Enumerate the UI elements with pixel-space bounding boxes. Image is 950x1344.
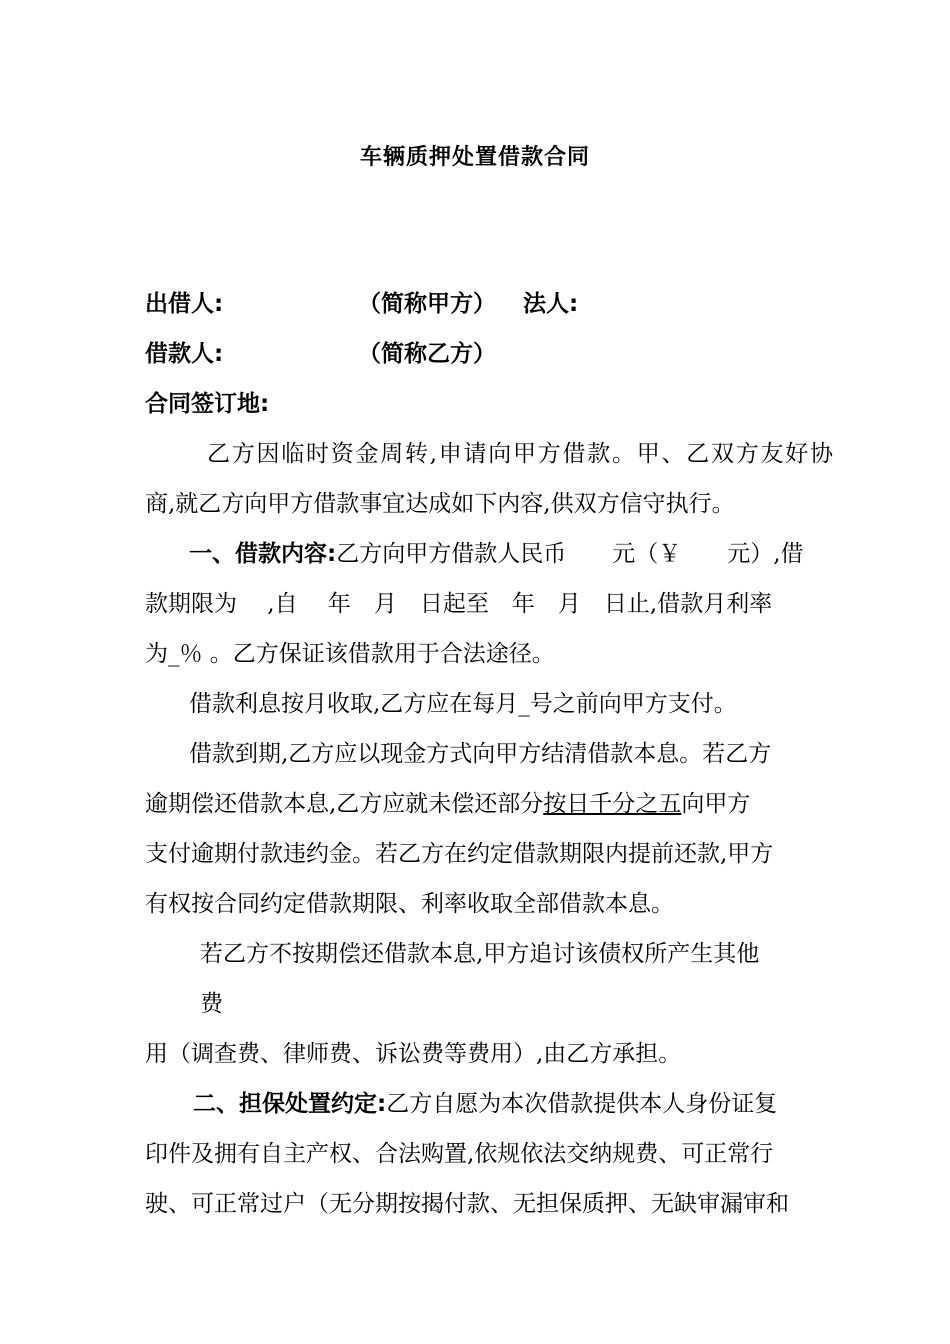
section-2-line-2: 印件及拥有自主产权、合法购置,依规依法交纳规费、可正常行 <box>145 1141 774 1167</box>
borrower-label: 借款人: <box>145 341 224 367</box>
section-2-line-1 <box>193 1090 777 1118</box>
sign-place-label: 合同签订地: <box>145 391 270 417</box>
default-line-3: 用（调查费、律师费、诉讼费等费用）,由乙方承担。 <box>145 1041 682 1067</box>
interest-paragraph: 借款利息按月收取,乙方应在每月_号之前向甲方支付。 <box>189 691 737 717</box>
due-line-3: 支付逾期付款违约金。若乙方在约定借款期限内提前还款,甲方 <box>145 841 774 867</box>
due-line-2-a: 逾期偿还借款本息,乙方应就未偿还部分 <box>145 791 544 817</box>
section-1-line-3: 为_％ 。乙方保证该借款用于合法途径。 <box>145 641 555 667</box>
lender-label: 出借人: <box>145 291 224 317</box>
due-line-1: 借款到期,乙方应以现金方式向甲方结清借款本息。若乙方 <box>189 741 772 767</box>
default-line-2: 费 <box>200 991 223 1017</box>
due-line-4: 有权按合同约定借款期限、利率收取全部借款本息。 <box>145 891 674 917</box>
section-1-line-2: 款期限为 ,自 年 月 日起至 年 月 日止,借款月利率 <box>145 591 773 617</box>
section-1-text-1: 乙方向甲方借款人民币 元（￥ 元）,借 <box>336 541 804 567</box>
due-line-2-b: 向甲方 <box>681 791 751 817</box>
section-2-text-1: 乙方自愿为本次借款提供本人身份证复 <box>386 1091 778 1117</box>
legal-person-label: 法人: <box>523 291 579 317</box>
lender-abbr: （简称甲方） <box>358 291 496 317</box>
due-line-2 <box>145 790 750 818</box>
intro-line-1: 乙方因临时资金周转,申请向甲方借款。甲、乙双方友好协 <box>207 441 833 467</box>
default-line-1: 若乙方不按期偿还借款本息,甲方追讨该债权所产生其他 <box>200 941 760 967</box>
section-2-heading: 二、担保处置约定: <box>193 1091 387 1117</box>
section-2-line-3: 驶、可正常过户（无分期按揭付款、无担保质押、无缺审漏审和 <box>145 1191 789 1217</box>
intro-line-2: 商,就乙方向甲方借款事宜达成如下内容,供双方信守执行。 <box>145 491 735 517</box>
document-title: 车辆质押处置借款合同 <box>359 145 590 170</box>
section-1-line-1 <box>189 540 804 568</box>
borrower-abbr: （简称乙方） <box>358 341 496 367</box>
late-fee-rate-underlined: 按日千分之五 <box>543 791 682 817</box>
section-1-heading: 一、借款内容: <box>189 541 337 567</box>
